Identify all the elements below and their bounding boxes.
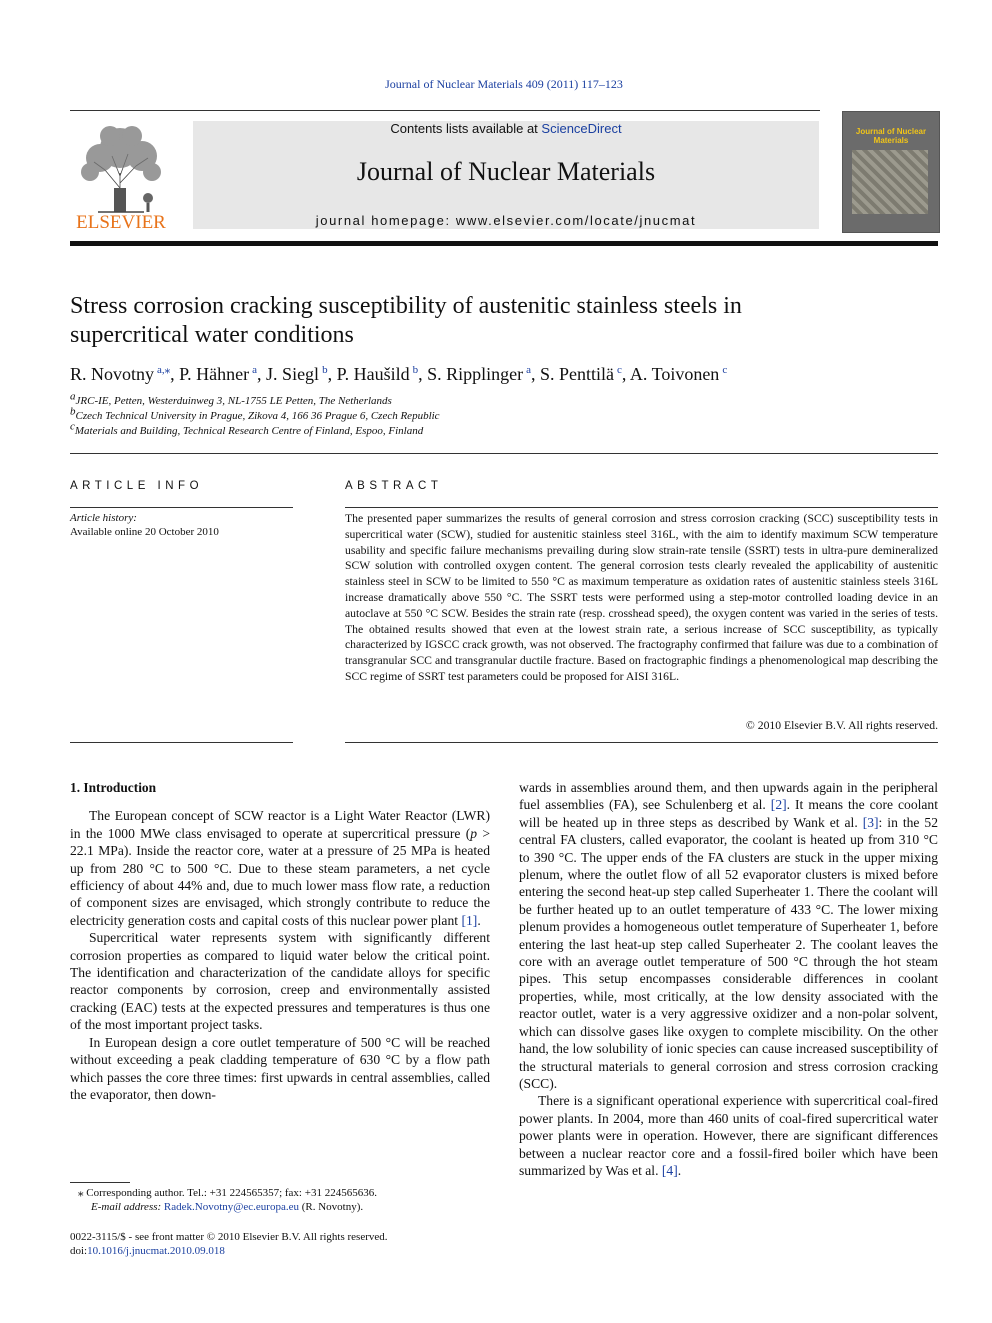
section-heading-introduction: 1. Introduction [70, 780, 157, 795]
copyright-notice: © 2010 Elsevier B.V. All rights reserved. [745, 719, 938, 732]
contents-prefix: Contents lists available at [390, 121, 542, 136]
paragraph: Supercritical water represents system with significantly different corrosion properties as compared to liquid water below the critical point. The identification and characterization of the candidate alloys for specific reactor components by corrosion, creep and environmentally assisted cracking (EAC) tests at the expected pressures and temperatures is thus one of the most important project tasks. [70, 930, 490, 1033]
doi-line: doi:10.1016/j.jnucmat.2010.09.018 [70, 1245, 225, 1257]
abstract-heading: ABSTRACT [345, 480, 443, 492]
affiliation-c: $^c$Materials and Building, Technical Research Centre of Finland, Espoo, Finland [70, 420, 424, 437]
header-thick-rule [70, 241, 938, 246]
author-name: A. Toivonen [629, 364, 720, 384]
cover-title: Journal of Nuclear Materials [855, 127, 927, 145]
cover-micrograph [852, 150, 928, 214]
author-name: P. Hähner [179, 364, 250, 384]
author-affiliation-mark[interactable]: a [526, 364, 531, 376]
sciencedirect-link[interactable]: ScienceDirect [541, 121, 622, 136]
paragraph: The European concept of SCW reactor is a Light Water Reactor (LWR) in the 1000 MWe class envisaged to operate at supercritical pressure (p > 22.1 MPa). Inside the reactor core, water at a pressure of 25 MPa is heated up from 280 °C to 500 °C. Due to these steam parameters, a net cycle efficiency of about 44% and, due to much lower mass flow rate, a reduction of component sizes are envisaged, which strongly contribute to reduce the electricity generation costs and capital costs of this nuclear power plant [1]. [70, 808, 490, 928]
article-info-heading: ARTICLE INFO [70, 480, 204, 492]
author-affiliation-mark[interactable]: b [412, 364, 419, 376]
reference-link[interactable]: [4] [661, 1162, 678, 1178]
author-affiliation-mark[interactable]: b [322, 364, 328, 376]
doi-link[interactable]: 10.1016/j.jnucmat.2010.09.018 [87, 1245, 225, 1257]
affiliation-b: $^b$Czech Technical University in Prague, Zikova 4, 166 36 Prague 6, Czech Republic [70, 405, 440, 422]
journal-homepage[interactable]: journal homepage: www.elsevier.com/locate/jnucmat [315, 213, 697, 228]
author-name: J. Siegl [266, 364, 320, 384]
elsevier-wordmark: ELSEVIER [76, 212, 166, 233]
affiliation-a: $^a$JRC-IE, Petten, Westerduinweg 3, NL-1755 LE Petten, The Netherlands [70, 390, 392, 407]
author-name: P. Haušild [336, 364, 410, 384]
paragraph: In European design a core outlet temperature of 500 °C will be reached without exceeding a peak cladding temperature of 630 °C by a flow path which passes the core three times: first upwards in central assemblies, called the evaporator, then down- [70, 1034, 490, 1102]
article-history-value: Available online 20 October 2010 [70, 526, 219, 538]
body-left-column [70, 779, 490, 1103]
paragraph: There is a significant operational experience with supercritical coal-fired power plants. In 2004, more than 460 units of coal-fired supercritical water power plants were in operation. However, there are significant differences between a nuclear reactor core and a fossil-fired boiler which have been summarized by Was et al. [4]. [519, 1093, 938, 1178]
issn-line: 0022-3115/$ - see front matter © 2010 Elsevier B.V. All rights reserved. [70, 1231, 388, 1243]
author-affiliation-mark[interactable]: a [252, 364, 258, 376]
reference-link[interactable]: [2] [770, 797, 787, 813]
article-history-label: Article history: [70, 512, 137, 524]
journal-name: Journal of Nuclear Materials [356, 157, 656, 186]
article-title: Stress corrosion cracking susceptibility of austenitic stainless steels in supercritical water conditions [70, 293, 742, 348]
author-affiliation-mark[interactable]: a,⁎ [157, 364, 171, 376]
author-affiliation-mark[interactable]: c [722, 364, 728, 376]
email-link[interactable]: Radek.Novotny@ec.europa.eu [163, 1201, 299, 1213]
author-list: R. Novotny $^{a,⁎}$, P. Hähner $^a$, J. Siegl $^b$, P. Haušild $^b$, S. Ripplinger $^a$, S. Penttilä $^c$, A. Toivonen $^c$ [70, 364, 728, 384]
paragraph: wards in assemblies around them, and then upwards again in the peripheral fuel assemblies (FA), see Schulenberg et al. [2]. It means the core coolant will be heated up in three steps as described by Wank et al. [3]: in the 52 central FA clusters, called evaporator, the coolant is heated up from 310 °C to 390 °C. The upper ends of the FA clusters are stuck in the upper mixing plenum, where the outlet flow of all 52 evaporator clusters is mixed before entering the second heat-up step called Superheater 1. There the coolant will be further heated up to an outlet temperature of 433 °C. The lower mixing plenum provides a homogeneous outlet temperature of Superheater 1, before entering the last heat-up step called Superheater 2. The coolant leaves the core with an average outlet temperature of 500 °C through the hot steam pipes. This setup encompasses considerable differences in coolant properties, while, most critically, at the low density associated with the reactor outlet, water is a very aggressive oxidizer and a non-polar solvent, which can dissolve gases like oxygen to complete miscibility. On the other hand, the low solubility of ionic species can cause increased susceptibility of the structural materials to general corrosion and stress corrosion cracking (SCC). [519, 780, 938, 1091]
article-info-rule [70, 507, 293, 508]
author-name: R. Novotny [70, 364, 155, 384]
reference-link[interactable]: [1] [461, 912, 478, 928]
footnote-rule [70, 1182, 130, 1183]
contents-line [193, 121, 819, 136]
abstract-text: The presented paper summarizes the results of general corrosion and stress corrosion cracking (SCC) susceptibility tests in supercritical water (SCW), studied for austenitic stainless steel 316L, with the aim to identify maximum SCW temperature usability and specific failure mechanisms prevailing during slow strain-rate tensile (SSRT) tests in ultra-pure demineralized SCW solution with controlled oxygen content. The general corrosion tests clearly revealed the applicability of austenitic stainless steel in SCW to be limited to 550 °C as maximum temperature as oxidation rates of austenitic stainless steels 316L increase dramatically above 550 °C. The SSRT tests were performed using a step-motor controlled loading device in an autoclave at 550 °C SCW. Besides the strain rate (resp. crosshead speed), the oxygen content was varied in the series of tests. The obtained results showed that even at the lowest strain rate, a serious increase of SCC susceptibility, as typically characterized by IGSCC crack growth, was not observed. The fractography confirmed that failure was due to a combination of transgranular SCC and transgranular ductile fracture. Based on fractographic findings a phenomenological map describing the SCC regime of SSRT test parameters could be proposed for AISI 316L. [345, 512, 938, 683]
header-rule [70, 110, 820, 111]
abstract-rule [345, 507, 938, 508]
author-name: S. Penttilä [539, 364, 614, 384]
body-right-column [519, 779, 938, 1179]
email-note: E-mail address: Radek.Novotny@ec.europa.eu (R. Novotny). [91, 1201, 364, 1213]
author-name: S. Ripplinger [427, 364, 524, 384]
abstract-bottom-rule [345, 742, 938, 743]
journal-citation[interactable]: Journal of Nuclear Materials 409 (2011) 117–123 [385, 77, 623, 91]
article-info-bottom-rule [70, 742, 293, 743]
corresponding-author-note: ⁎ Corresponding author. Tel.: +31 224565357; fax: +31 224565636. [78, 1187, 377, 1199]
reference-link[interactable]: [3] [862, 814, 879, 830]
author-affiliation-mark[interactable]: c [617, 364, 622, 376]
title-rule [70, 453, 938, 454]
